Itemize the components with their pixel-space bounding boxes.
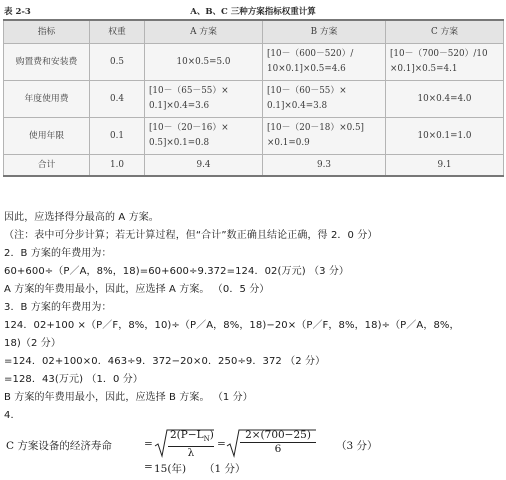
cell-line: ×0.1=0.9 — [267, 138, 310, 148]
total-plan-a: 9.4 — [145, 155, 263, 177]
cell-plan-c — [386, 44, 504, 81]
equals-sign: = — [144, 461, 153, 473]
text-line: 4． — [4, 410, 21, 421]
equals-sign: = — [217, 438, 226, 450]
text-line: =128．43(万元) （1．0 分） — [4, 374, 143, 385]
sqrt-radical-2 — [226, 429, 316, 459]
row-indicator: 年度使用费 — [4, 81, 90, 118]
header-plan-a: A 方案 — [145, 20, 263, 44]
text-line: （注：表中可分步计算；若无计算过程，但“合计”数正确且结论正确，得 2．0 分） — [4, 230, 378, 241]
table-row — [4, 44, 504, 81]
cell-line: 10×0.1=1.0 — [417, 130, 472, 141]
cell-plan-c — [386, 81, 504, 118]
row-weight: 0.1 — [90, 118, 145, 155]
table-row — [4, 118, 504, 155]
cell-plan-b — [263, 118, 386, 155]
fraction-1-denominator: λ — [187, 447, 195, 460]
table-number: 表 2-3 — [4, 7, 31, 17]
table-caption — [0, 4, 506, 18]
row-weight: 0.5 — [90, 44, 145, 81]
fraction-2-numerator: 2×(700−25) — [240, 429, 316, 443]
text-line: 因此，应选择得分最高的 A 方案。 — [4, 212, 159, 223]
row-weight: 0.4 — [90, 81, 145, 118]
table-row — [4, 81, 504, 118]
text-line: B 方案的年费用最小，因此，应选择 B 方案。 （1 分） — [4, 392, 253, 403]
header-plan-b: B 方案 — [263, 20, 386, 44]
cell-line: [10－（60－55）× — [267, 86, 347, 96]
formula-label: C 方案设备的经济寿命 — [6, 440, 112, 452]
cell-plan-a — [145, 81, 263, 118]
cell-line: 10×0.4=4.0 — [417, 93, 472, 104]
fraction-1 — [168, 429, 214, 460]
points-note: （1 分） — [204, 463, 246, 475]
table-total-row — [4, 155, 504, 177]
cell-line: 0.1]×0.4=3.8 — [267, 101, 328, 111]
fraction-2-denominator: 6 — [274, 443, 282, 455]
cell-line: [10－（65－55）× — [149, 86, 229, 96]
cell-line: 10×0.1]×0.5=4.6 — [267, 64, 346, 74]
table-header-row — [4, 20, 504, 44]
sqrt-radical-1 — [154, 429, 214, 459]
text-line: =124．02+100×0．463÷9．372−20×0．250÷9．372 （2 分） — [4, 356, 326, 367]
row-indicator: 购置费和安装费 — [4, 44, 90, 81]
total-label: 合计 — [4, 155, 90, 177]
cell-line: ×0.1]×0.5=4.1 — [390, 64, 458, 74]
formula-result: 15(年) — [154, 463, 187, 475]
cell-plan-a — [145, 118, 263, 155]
equals-sign: = — [144, 438, 153, 450]
text-line: A 方案的年费用最小，因此，应选择 A 方案。 （0．5 分） — [4, 284, 270, 295]
text-line: 2．B 方案的年费用为： — [4, 248, 112, 259]
cell-line: [10－（20－16）× — [149, 123, 229, 133]
points-note: （3 分） — [336, 440, 378, 452]
total-weight: 1.0 — [90, 155, 145, 177]
economic-life-formula — [4, 429, 504, 477]
header-plan-c: C 方案 — [386, 20, 504, 44]
cell-plan-c — [386, 118, 504, 155]
cell-plan-a — [145, 44, 263, 81]
cell-line: [10－（20－18）×0.5] — [267, 123, 364, 133]
weight-score-table — [3, 19, 504, 177]
text-line: 3．B 方案的年费用为： — [4, 302, 112, 313]
cell-line: [10－（700－520）/10 — [390, 49, 488, 59]
cell-line: 0.1]×0.4=3.6 — [149, 101, 210, 111]
row-indicator: 使用年限 — [4, 118, 90, 155]
cell-line: [10－（600－520）/ — [267, 49, 354, 59]
total-plan-b: 9.3 — [263, 155, 386, 177]
cell-plan-b — [263, 44, 386, 81]
table-title: A、B、C 三种方案指标权重计算 — [190, 7, 316, 17]
text-line: 124．02+100 ×（P／F，8%，10)÷（P／A，8%，18)−20×（P／F，8%，18)÷（P／A，8%， — [4, 320, 460, 331]
fraction-2 — [240, 429, 316, 456]
text-line: 60+600÷（P／A，8%，18)=60+600÷9.372=124．02(万元) （3 分） — [4, 266, 350, 277]
fraction-1-numerator: $2(P-L_N)$ — [168, 429, 214, 447]
text-line: 18)（2 分） — [4, 338, 61, 349]
header-weight: 权重 — [90, 20, 145, 44]
cell-line: 0.5]×0.1=0.8 — [149, 138, 210, 148]
answer-text — [4, 209, 504, 425]
cell-line: 10×0.5=5.0 — [176, 56, 231, 67]
total-plan-c: 9.1 — [386, 155, 504, 177]
header-indicator: 指标 — [4, 20, 90, 44]
cell-plan-b — [263, 81, 386, 118]
